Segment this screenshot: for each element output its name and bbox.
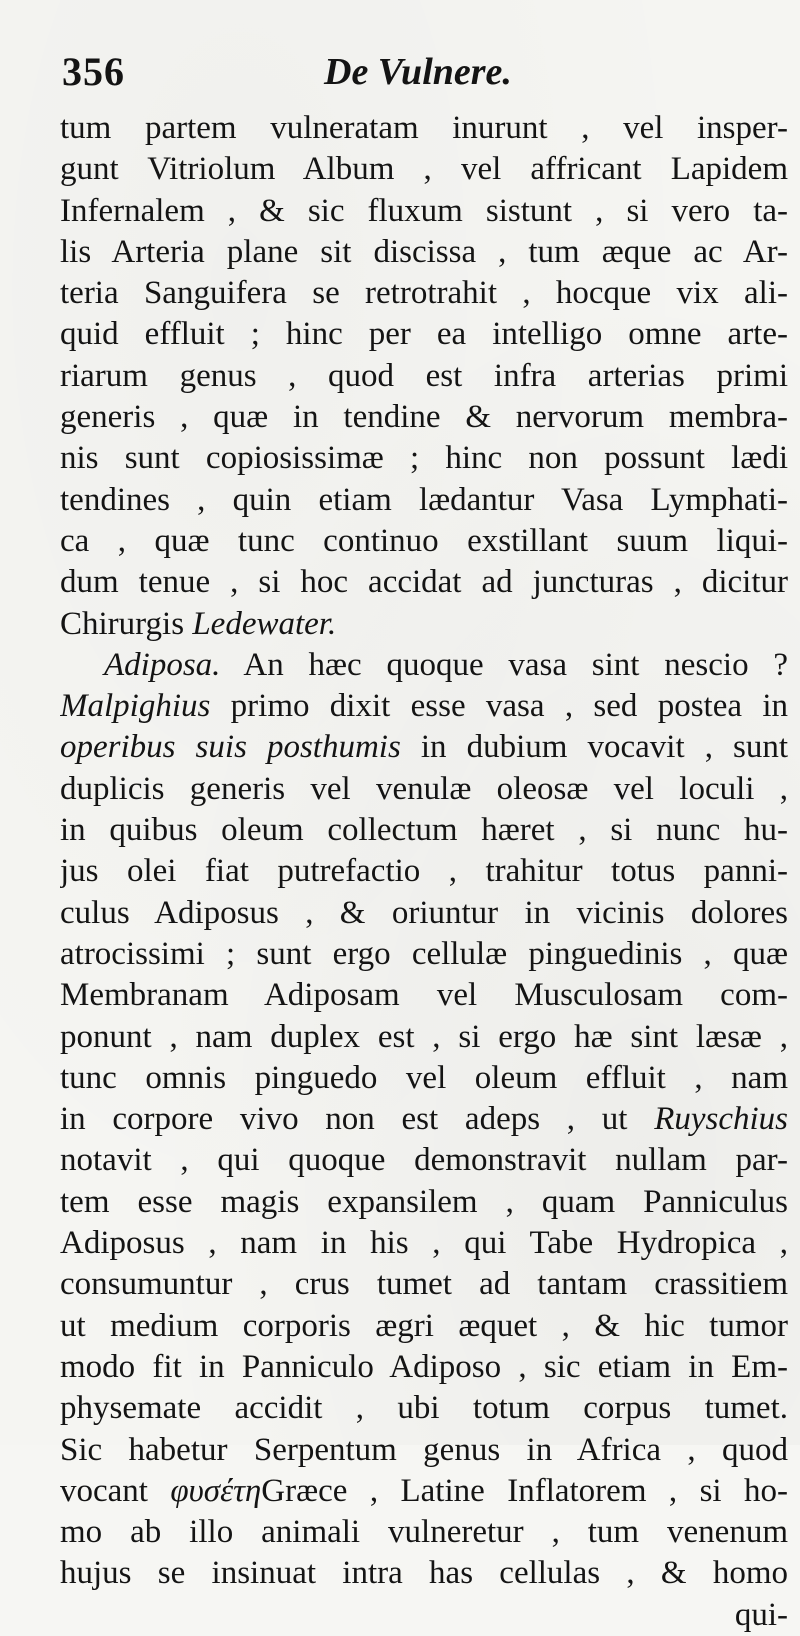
text-line: Sic habetur Serpentum genus in Africa , quod <box>60 1431 788 1468</box>
body-text <box>60 108 788 1636</box>
page-header <box>62 48 582 104</box>
text-line: Infernalem , & sic fluxum sistunt , si vero ta- <box>60 192 788 229</box>
text-line: mo ab illo animali vulneretur , tum venenum <box>60 1514 788 1551</box>
text-line: gunt Vitriolum Album , vel affricant Lapidem <box>60 151 788 188</box>
text-line: quid effluit ; hinc per ea intelligo omne arte- <box>60 316 788 353</box>
text-line: consumuntur , crus tumet ad tantam crassitiem <box>60 1266 788 1303</box>
author-name: Ruyschius <box>654 1101 788 1138</box>
section-heading: Adiposa. <box>104 646 221 683</box>
running-title: De Vulnere. <box>324 51 512 93</box>
italic-term: Ledewater. <box>192 605 337 642</box>
text-line: riarum genus , quod est infra arterias primi <box>60 357 788 394</box>
text-line: Membranam Adiposam vel Musculosam com- <box>60 977 788 1014</box>
text-line: in corpore vivo non est adeps , ut Ruyschius <box>60 1101 788 1138</box>
text-line: modo fit in Panniculo Adiposo , sic etiam in Em- <box>60 1348 788 1385</box>
text-line: ca , quæ tunc continuo exstillant suum liqui- <box>60 522 788 559</box>
text-line: generis , quæ in tendine & nervorum membra- <box>60 399 788 436</box>
text-line: lis Arteria plane sit discissa , tum æque ac Ar- <box>60 233 788 270</box>
text-line: culus Adiposus , & oriuntur in vicinis dolores <box>60 894 788 931</box>
text-line: jus olei fiat putrefactio , trahitur totus panni- <box>60 853 788 890</box>
catchword: qui- <box>734 1596 788 1633</box>
section-heading-line: Adiposa. An hæc quoque vasa sint nescio ? <box>104 646 788 683</box>
text-line: Adiposus , nam in his , qui Tabe Hydropica , <box>60 1225 788 1262</box>
text-line: in quibus oleum collectum hæret , si nunc hu- <box>60 812 788 849</box>
greek-term: φυσέτη <box>170 1472 262 1509</box>
text-line: Chirurgis Ledewater. <box>60 605 337 642</box>
text-line: ponunt , nam duplex est , si ergo hæ sint læsæ , <box>60 1018 788 1055</box>
work-title: operibus suis posthumis <box>60 729 401 766</box>
text-line: operibus suis posthumis in dubium vocavit , sunt <box>60 729 788 766</box>
text-line: physemate accidit , ubi totum corpus tumet. <box>60 1390 788 1427</box>
text-line: atrocissimi ; sunt ergo cellulæ pinguedinis , quæ <box>60 935 788 972</box>
text-line: dum tenue , si hoc accidat ad juncturas , dicitur <box>60 564 788 601</box>
text-line: notavit , qui quoque demonstravit nullam par- <box>60 1142 788 1179</box>
page-number: 356 <box>62 49 125 94</box>
text-line: Malpighius primo dixit esse vasa , sed postea in <box>60 688 788 725</box>
text-line: tunc omnis pinguedo vel oleum effluit , nam <box>60 1059 788 1096</box>
text-line: teria Sanguifera se retrotrahit , hocque vix ali- <box>60 275 788 312</box>
text-line: ut medium corporis ægri æquet , & hic tumor <box>60 1307 788 1344</box>
text-line: tum partem vulneratam inurunt , vel insper- <box>60 110 788 146</box>
text-line: tem esse magis expansilem , quam Panniculus <box>60 1183 788 1220</box>
text-line: vocant φυσέτηGræce , Latine Inflatorem , si ho- <box>60 1472 788 1509</box>
text-line: tendines , quin etiam lædantur Vasa Lymphati- <box>60 481 788 518</box>
text-line: nis sunt copiosissimæ ; hinc non possunt lædi <box>60 440 788 477</box>
author-name: Malpighius <box>60 688 211 725</box>
text-line: hujus se insinuat intra has cellulas , & homo <box>60 1555 788 1592</box>
text-line: duplicis generis vel venulæ oleosæ vel loculi , <box>60 770 788 807</box>
